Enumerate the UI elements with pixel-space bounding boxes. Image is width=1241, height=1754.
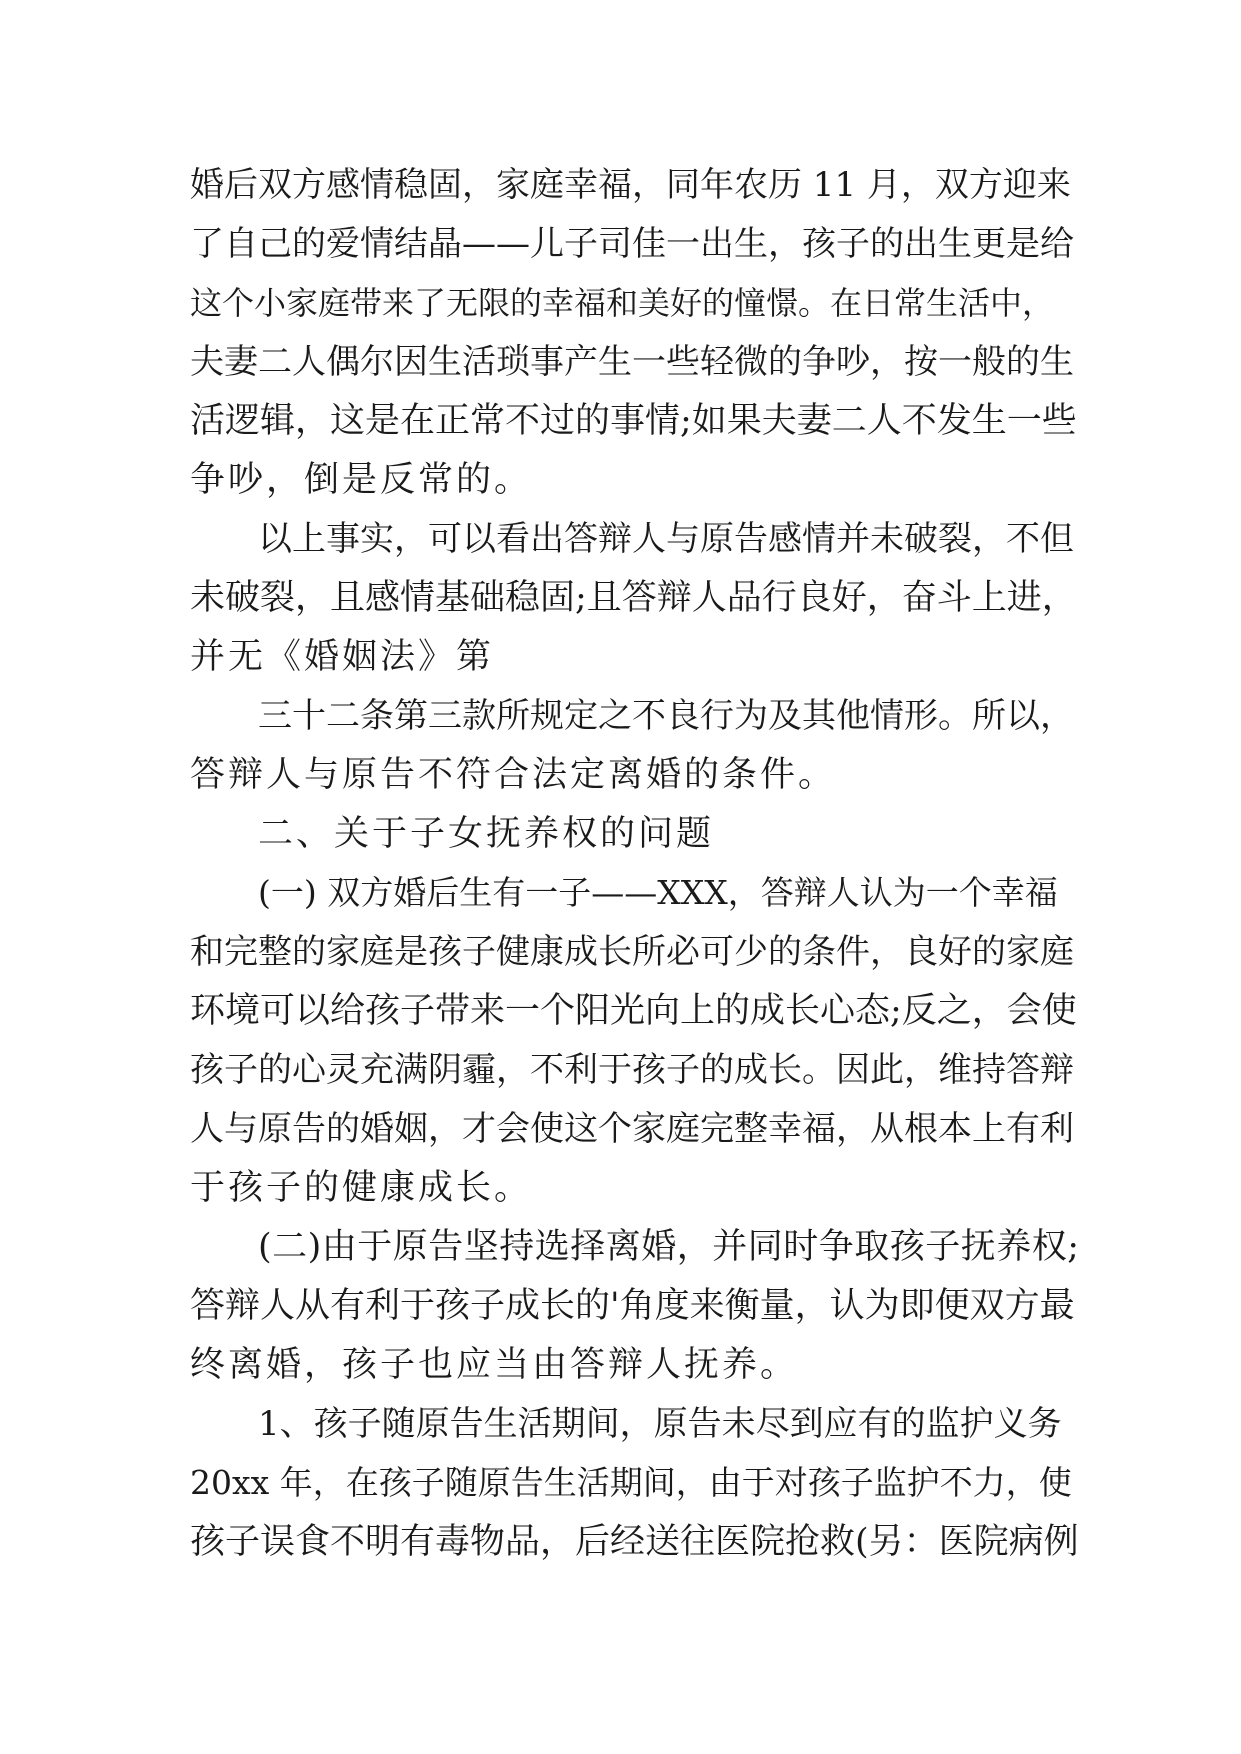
text-line: 了自己的爱情结晶——儿子司佳一出生，孩子的出生更是给 xyxy=(190,224,1074,264)
paragraph-first-line: 以上事实，可以看出答辩人与原告感情并未破裂，不但 xyxy=(258,519,1074,559)
text-line: 婚后双方感情稳固，家庭幸福，同年农历 11 月，双方迎来 xyxy=(190,165,1071,205)
text-line: 并无《婚姻法》第 xyxy=(190,637,495,677)
text-line: 夫妻二人偶尔因生活琐事产生一些轻微的争吵，按一般的生 xyxy=(190,342,1074,382)
text-line: 这个小家庭带来了无限的幸福和美好的憧憬。在日常生活中， xyxy=(190,284,1055,322)
text-line: 答辩人与原告不符合法定离婚的条件。 xyxy=(190,755,837,795)
text-line: 未破裂，且感情基础稳固;且答辩人品行良好，奋斗上进， xyxy=(190,578,1077,618)
text-line: 20xx 年，在孩子随原告生活期间，由于对孩子监护不力，使 xyxy=(190,1463,1072,1502)
text-line: 人与原告的婚姻，才会使这个家庭完整幸福，从根本上有利 xyxy=(190,1109,1074,1149)
text-line: 孩子的心灵充满阴霾，不利于孩子的成长。因此，维持答辩 xyxy=(190,1050,1074,1090)
text-line: 争吵，倒是反常的。 xyxy=(190,460,533,500)
text-line: 孩子误食不明有毒物品，后经送往医院抢救(另：医院病例 xyxy=(190,1522,1079,1562)
paragraph-first-line: (二)由于原告坚持选择离婚，并同时争取孩子抚养权; xyxy=(258,1227,1080,1267)
paragraph-first-line: 1、孩子随原告生活期间，原告未尽到应有的监护义务 xyxy=(258,1404,1062,1444)
section-heading: 二、关于子女抚养权的问题 xyxy=(258,814,715,854)
text-line: 终离婚，孩子也应当由答辩人抚养。 xyxy=(190,1345,799,1385)
text-line: 环境可以给孩子带来一个阳光向上的成长心态;反之，会使 xyxy=(190,991,1077,1031)
text-line: 于孩子的健康成长。 xyxy=(190,1168,533,1208)
text-line: 活逻辑，这是在正常不过的事情;如果夫妻二人不发生一些 xyxy=(190,401,1077,441)
text-line: 和完整的家庭是孩子健康成长所必可少的条件，良好的家庭 xyxy=(190,932,1074,972)
paragraph-first-line: 三十二条第三款所规定之不良行为及其他情形。所以， xyxy=(258,696,1074,736)
paragraph-first-line: (一) 双方婚后生有一子——XXX，答辩人认为一个幸福 xyxy=(258,873,1058,912)
text-line: 答辩人从有利于孩子成长的'角度来衡量，认为即便双方最 xyxy=(190,1286,1075,1326)
